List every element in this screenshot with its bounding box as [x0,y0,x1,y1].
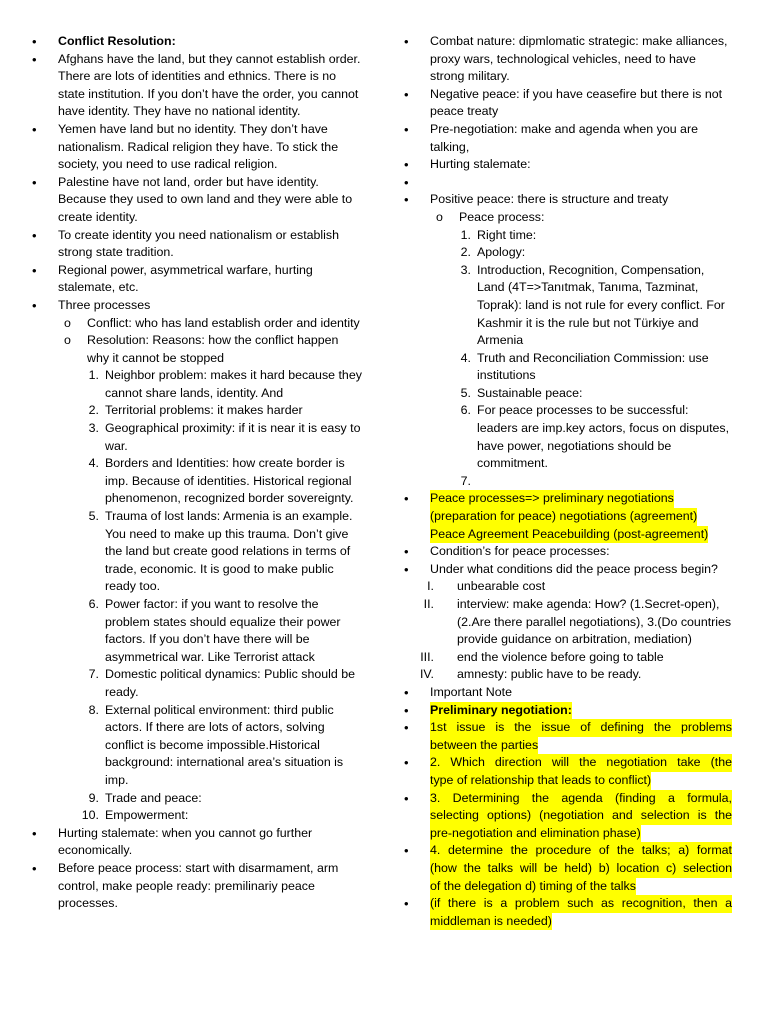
item-text: type of relationship that leads to conflict) [430,772,651,790]
item-text: Neighbor problem: makes it hard because they cannot share lands, identity. And [105,368,362,400]
item-text: Trade and peace: [105,790,202,805]
highlighted-line [430,508,732,526]
bullet-item [402,719,732,754]
item-text: Condition’s for peace processes: [430,544,610,559]
item-text: Important Note [430,684,512,699]
item-text: Pre-negotiation: make and agenda when you are talking, [430,121,698,154]
bullet-item [402,174,732,192]
item-text: Truth and Reconciliation Commission: use institutions [477,350,709,383]
numbered-item [30,402,362,420]
item-text: Peace Agreement Peacebuilding (post-agreement) [430,526,708,544]
item-number: 7. [460,473,471,488]
item-text: Empowerment: [105,808,189,823]
item-text: interview: make agenda: How? (1.Secret-open), (2.Are there parallel negotiations), 3.(Do countries provide guidance on arbitration, mediation) [457,597,732,647]
item-text: Conflict: who has land establish order and identity [87,315,360,330]
bullet-item [402,33,732,86]
numbered-item [402,350,732,385]
item-text: (how the talks will be held) b) location c) selection [430,860,732,878]
item-text: Resolution: Reasons: how the conflict happen why it cannot be stopped [87,333,339,365]
item-text: end the violence before going to table [457,649,664,664]
item-number: 10. [81,808,99,823]
item-number: 5. [460,385,471,400]
item-text: Peace processes=> preliminary negotiations [430,490,674,508]
item-text: Borders and Identities: how create border is imp. Because of identities. Historical regional phenomenon, recognized border sovereignty. [105,456,354,506]
highlighted-line [430,913,732,931]
item-text: • 1st issue is the issue of defining the problems [430,719,732,737]
item-text [430,175,433,189]
item-text: amnesty: public have to be ready. [457,667,642,682]
highlighted-line [430,772,732,790]
item-text: Conflict Resolution: [58,34,176,48]
numbered-item [402,227,732,245]
item-number: 6. [88,597,99,611]
sub-bullet-item [30,315,362,333]
item-text: • 2. Which direction will the negotiation take (the [430,754,732,772]
item-text: Power factor: if you want to resolve the problem states should equalize their power factors. If you don’t have there will be asymmetrical war. Like Terrorist attack [105,597,341,664]
numbered-item [402,473,732,491]
highlighted-line [430,860,732,878]
highlighted-line [430,526,732,544]
highlighted-line [430,878,732,896]
item-text: For peace processes to be successful: leaders are imp.key actors, focus on disputes, have power, negotiations should be commitment. [477,403,730,471]
bullet-item [30,227,362,262]
numbered-item [402,385,732,403]
item-text: Apology: [477,245,526,260]
left-column [30,33,362,913]
item-text: Territorial problems: it makes harder [105,403,303,418]
bullet-item [402,684,732,702]
item-text: of the delegation d) timing of the talks [430,878,636,896]
numbered-item [30,367,362,402]
bullet-item [402,86,732,121]
highlighted-line [430,790,732,808]
item-text: Hurting stalemate: [430,157,531,172]
item-text: Peace process: [459,209,545,224]
bullet-item [402,561,732,579]
bullet-item [30,121,362,174]
item-text: selecting options) (negotiation and selection is the [430,807,732,825]
item-number: 8. [88,702,99,717]
item-text: unbearable cost [457,579,546,594]
numbered-item [30,596,362,666]
bullet-item [30,262,362,297]
numbered-item [402,262,732,350]
item-text [477,474,480,488]
highlighted-line [430,719,732,737]
bullet-item [402,121,732,156]
item-number: 3. [460,262,471,277]
numbered-item [30,790,362,808]
item-text: middleman is needed) [430,913,552,931]
item-text: Palestine have not land, order but have identity. Because they used to own land and they were able to create identity. [58,174,353,224]
highlighted-line [430,490,732,508]
item-number: 3. [88,421,99,436]
item-text: Introduction, Recognition, Compensation, Land (4T=>Tanıtmak, Tanıma, Tazminat, Toprak): land is not rule for every conflict. For Kashmir it is the rule but not Türkiye and Armenia [477,262,725,348]
item-text: Domestic political dynamics: Public should be ready. [105,667,355,699]
bullet-item [402,490,732,543]
item-text: Sustainable peace: [477,385,583,400]
highlighted-line [430,754,732,772]
item-text: External political environment: third public actors. If there are lots of actors, solving conflict is become impossible.Historical background: international area’s situation is imp. [105,702,344,787]
item-number: 2. [460,245,471,260]
item-text: Negative peace: if you have ceasefire but there is not peace treaty [430,86,723,119]
item-number: 4. [88,456,99,471]
item-text: between the parties [430,737,538,755]
bullet-item [30,51,362,121]
numbered-item [30,508,362,596]
item-text: (preparation for peace) negotiations (agreement) [430,508,697,526]
item-text: • 4. determine the procedure of the talks; a) format [430,842,732,860]
item-text: • 3. Determining the agenda (finding a formula, [430,790,732,808]
item-text: Afghans have the land, but they cannot establish order. There are lots of identities and ethnics. There is no state institution. If you don’t have the order, you cannot have identity. They have no national identity. [58,51,361,119]
item-text: Yemen have land but no identity. They don’t have nationalism. Radical religion they have. To stick the society, you need to use radical religion. [58,121,339,172]
numbered-item [402,244,732,262]
highlighted-line [430,842,732,860]
item-number: 1. [88,368,99,383]
item-number: 2. [88,403,99,418]
bullet-item [30,174,362,227]
bullet-item [402,754,732,789]
highlighted-line [430,702,732,720]
bullet-item [402,191,732,209]
highlighted-line [430,895,732,913]
item-number: IV. [419,667,434,682]
item-text: Regional power, asymmetrical warfare, hurting stalemate, etc. [58,262,313,295]
item-number: I. [427,579,434,594]
item-number: 6. [460,403,471,418]
item-text: Right time: [477,227,537,242]
roman-numbered-item [402,578,732,596]
item-text: Trauma of lost lands: Armenia is an example. You need to make up this trauma. Don’t give the land but create good relations in terms of trade, economic. It is good to make public ready too. [105,509,353,594]
item-text: Hurting stalemate: when you cannot go further economically. [58,825,313,858]
bullet-item [402,895,732,930]
roman-numbered-item [402,596,732,649]
item-text: Before peace process: start with disarmament, arm control, make people ready: premilinariy peace processes. [58,860,339,911]
numbered-item [402,402,732,472]
numbered-item [30,702,362,790]
numbered-item [30,807,362,825]
highlighted-line [430,807,732,825]
bullet-item [30,297,362,315]
bullet-item [402,790,732,843]
item-number: 7. [88,667,99,682]
sub-bullet-item [30,332,362,367]
sub-bullet-item [402,209,732,227]
numbered-item [30,666,362,701]
roman-numbered-item [402,649,732,667]
bullet-item [30,825,362,860]
item-number: 9. [88,790,99,805]
highlighted-line [430,737,732,755]
item-text: Under what conditions did the peace process begin? [430,561,718,576]
item-text: Geographical proximity: if it is near it is easy to war. [105,421,361,453]
item-text: • (if there is a problem such as recognition, then a [430,895,732,913]
bullet-item [402,156,732,174]
bullet-item [402,842,732,895]
numbered-item [30,455,362,508]
bullet-item [30,860,362,913]
item-text: Positive peace: there is structure and treaty [430,192,669,207]
item-text: pre-negotiation and elimination phase) [430,825,641,843]
roman-numbered-item [402,666,732,684]
item-text: Combat nature: dipmlomatic strategic: make alliances, proxy wars, technological vehicles, need to have strong military. [430,34,728,84]
bullet-item [402,702,732,720]
item-number: 5. [88,509,99,524]
item-number: 4. [460,350,471,365]
item-number: 1. [460,227,471,242]
bullet-item [402,543,732,561]
item-number: III. [420,649,434,664]
item-text: Preliminary negotiation: [430,702,572,720]
item-number: II. [423,597,434,611]
bullet-item [30,33,362,51]
item-text: To create identity you need nationalism or establish strong state tradition. [58,227,340,260]
item-text: Three processes [58,297,151,312]
highlighted-line [430,825,732,843]
numbered-item [30,420,362,455]
right-column [402,33,732,930]
